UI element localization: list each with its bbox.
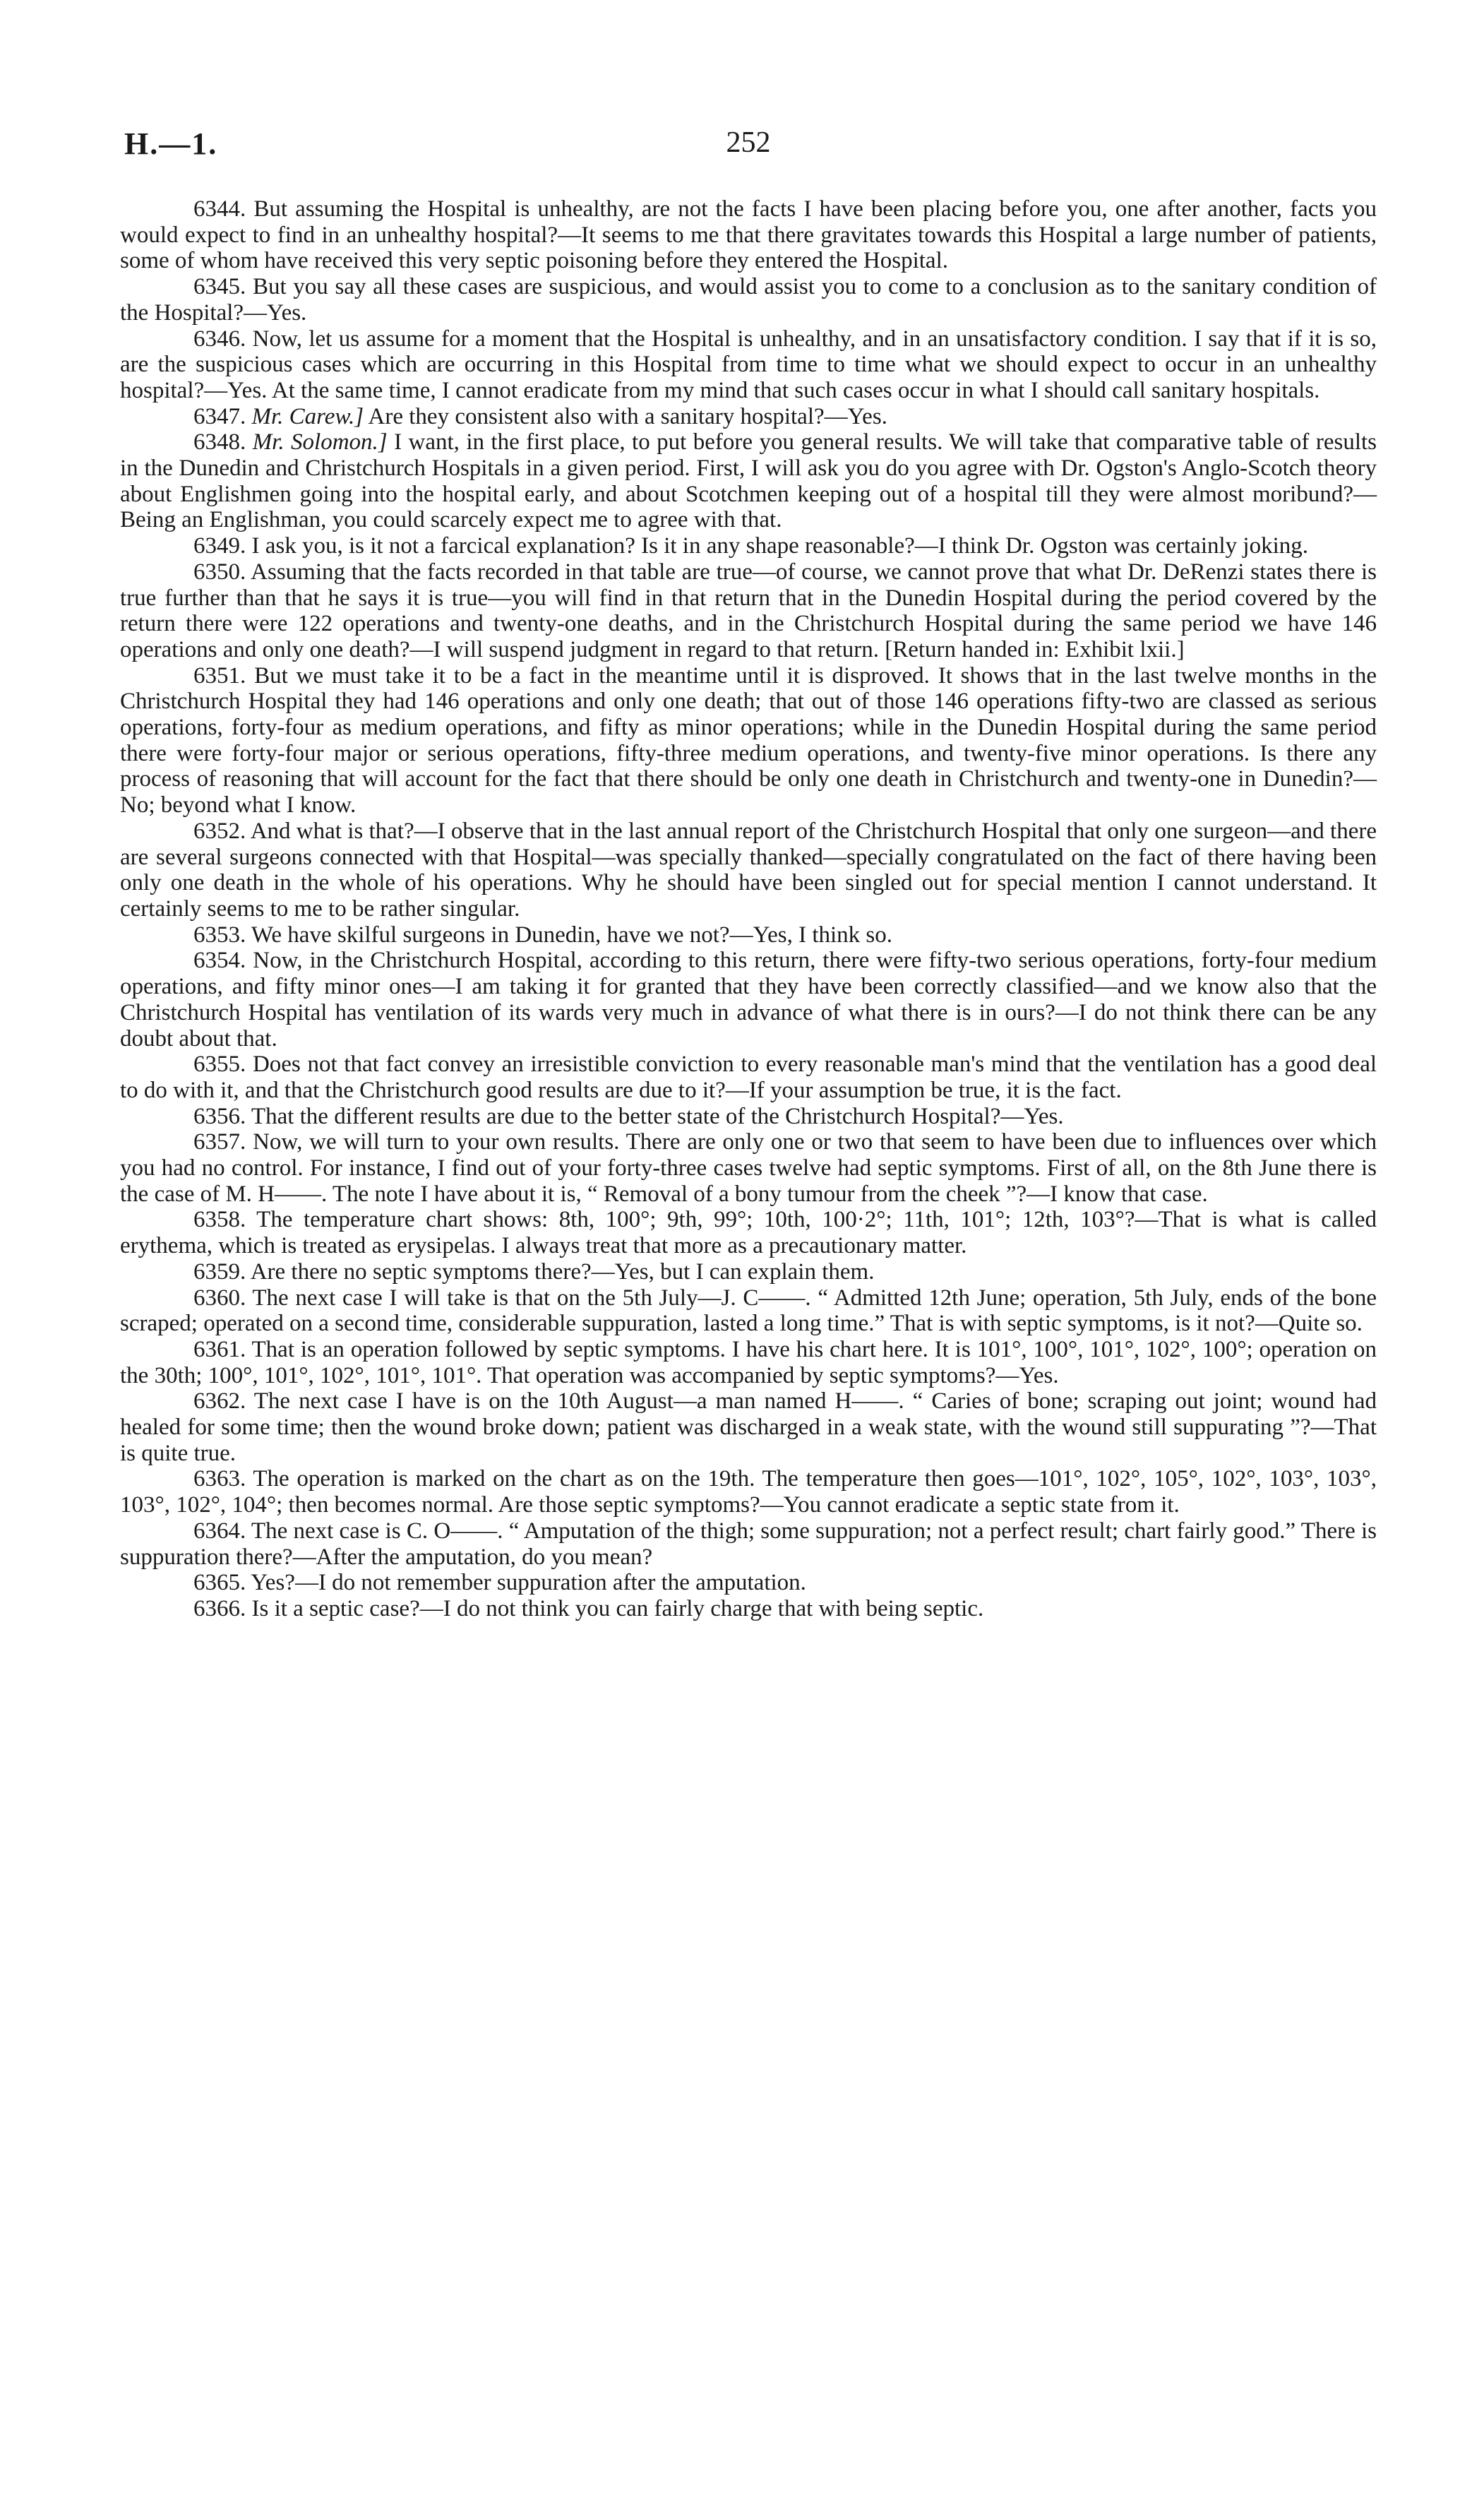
paragraph-text: Does not that fact convey an irresistible conviction to every reasonable man's mind that the ventilation has a good deal to do with it, and that the Christchurch good results are due to it?—If your assumption be true, it is the fact. — [120, 1052, 1377, 1103]
paragraph-text: We have skilful surgeons in Dunedin, have we not?—Yes, I think so. — [251, 922, 893, 948]
testimony-paragraph — [120, 274, 1377, 326]
paragraph-text: The temperature chart shows: 8th, 100°; 9th, 99°; 10th, 100·2°; 11th, 101°; 12th, 103°?—That is what is called erythema, which is treated as erysipelas. I always treat that more as a precautionary matter. — [120, 1207, 1377, 1259]
paragraph-text: That the different results are due to the better state of the Christchurch Hospital?—Yes. — [251, 1103, 1064, 1129]
question-number: 6363. — [193, 1466, 246, 1492]
testimony-paragraph — [120, 1596, 1377, 1622]
question-number: 6348. — [193, 429, 246, 455]
testimony-paragraph — [120, 1466, 1377, 1518]
testimony-paragraph — [120, 1570, 1377, 1596]
paragraph-text: Are they consistent also with a sanitary hospital?—Yes. — [368, 403, 887, 429]
paragraph-text: And what is that?—I observe that in the last annual report of the Christchurch Hospital that only one surgeon—and there are several surgeons connected with that Hospital—was specially thanked—specially congratulated on the fact of there having been only one death in the whole of his operations. Why he should have been singled out for special mention I cannot understand. It certainly seems to me to be rather singular. — [120, 818, 1377, 922]
testimony-paragraph — [120, 326, 1377, 404]
testimony-paragraph — [120, 1259, 1377, 1285]
testimony-paragraph — [120, 533, 1377, 559]
testimony-paragraph — [120, 1518, 1377, 1570]
testimony-paragraph — [120, 1129, 1377, 1207]
document-id: H.—1. — [124, 126, 218, 161]
testimony-paragraph — [120, 1207, 1377, 1258]
question-number: 6366. — [193, 1595, 246, 1621]
question-number: 6354. — [193, 948, 246, 974]
question-number: 6365. — [193, 1570, 246, 1596]
testimony-paragraph — [120, 948, 1377, 1052]
testimony-paragraph — [120, 559, 1377, 663]
testimony-paragraph — [120, 922, 1377, 948]
question-number: 6355. — [193, 1052, 246, 1078]
question-number: 6356. — [193, 1103, 246, 1129]
document-page — [120, 126, 1377, 2456]
question-number: 6361. — [193, 1336, 246, 1362]
speaker-label: Mr. Solomon.] — [252, 429, 388, 455]
speaker-label: Mr. Carew.] — [251, 403, 364, 429]
paragraph-text: Are there no septic symptoms there?—Yes, but I can explain them. — [250, 1258, 875, 1285]
question-number: 6358. — [193, 1207, 246, 1233]
question-number: 6357. — [193, 1129, 246, 1155]
testimony-paragraph — [120, 404, 1377, 430]
question-number: 6359. — [193, 1258, 246, 1285]
question-number: 6351. — [193, 662, 246, 689]
testimony-paragraph — [120, 429, 1377, 533]
paragraph-text: Is it a septic case?—I do not think you can fairly charge that with being septic. — [251, 1595, 984, 1621]
testimony-paragraph — [120, 196, 1377, 274]
question-number: 6345. — [193, 274, 246, 300]
testimony-paragraph — [120, 663, 1377, 818]
question-number: 6352. — [193, 818, 246, 844]
page-header — [120, 126, 1377, 175]
page-number: 252 — [726, 126, 771, 159]
paragraph-text: But you say all these cases are suspicious, and would assist you to come to a conclusion as to the sanitary condition of the Hospital?—Yes. — [120, 274, 1377, 326]
question-number: 6362. — [193, 1388, 246, 1415]
paragraph-text: The next case is C. O——. “ Amputation of the thigh; some suppuration; not a perfect result; chart fairly good.” There is suppuration there?—After the amputation, do you mean? — [120, 1518, 1377, 1570]
paragraph-text: That is an operation followed by septic symptoms. I have his chart here. It is 101°, 100°, 101°, 102°, 100°; operation on the 30th; 100°, 101°, 102°, 101°, 101°. That operation was accompanied by septic symptoms?—Yes. — [120, 1336, 1377, 1388]
question-number: 6344. — [193, 196, 246, 222]
question-number: 6347. — [193, 403, 246, 429]
paragraph-text: The operation is marked on the chart as on the 19th. The temperature then goes—101°, 102°, 105°, 102°, 103°, 103°, 103°, 102°, 104°; then becomes normal. Are those septic symptoms?—You cannot eradicate a septic state from it. — [120, 1466, 1377, 1518]
question-number: 6360. — [193, 1285, 246, 1311]
question-number: 6350. — [193, 559, 246, 585]
testimony-paragraph — [120, 1337, 1377, 1388]
paragraph-text: Assuming that the facts recorded in that table are true—of course, we cannot prove that what Dr. DeRenzi states there is true further than that he says it is true—you will find in that return that in the Dunedin Hospital during the period covered by the return there were 122 operations and twenty-one deaths, and in the Christchurch Hospital during the same period we have 146 operations and only one death?—I will suspend judgment in regard to that return. [Return handed in: Exhibit lxii.] — [120, 559, 1377, 662]
paragraph-text: Now, let us assume for a moment that the Hospital is unhealthy, and in an unsatisfactory condition. I say that if it is so, are the suspicious cases which are occurring in this Hospital from time to time what we should expect to occur in an unhealthy hospital?—Yes. At the same time, I cannot eradicate from my mind that such cases occur in what I should call sanitary hospitals. — [120, 326, 1377, 403]
paragraph-text: But assuming the Hospital is unhealthy, are not the facts I have been placing before you, one after another, facts you would expect to find in an unhealthy hospital?—It seems to me that there gravitates towards this Hospital a large number of patients, some of whom have received this very septic poisoning before they entered the Hospital. — [120, 196, 1377, 274]
paragraph-text: I ask you, is it not a farcical explanation? Is it in any shape reasonable?—I think Dr. Ogston was certainly joking. — [251, 533, 1309, 559]
testimony-paragraph — [120, 1285, 1377, 1337]
paragraph-text: Now, in the Christchurch Hospital, according to this return, there were fifty-two serious operations, forty-four medium operations, and fifty minor ones—I am taking it for granted that they have been correctly classified—and we know also that the Christchurch Hospital has ventilation of its wards very much in advance of what there is in ours?—I do not think there can be any doubt about that. — [120, 948, 1377, 1052]
paragraph-text: Yes?—I do not remember suppuration after the amputation. — [251, 1570, 806, 1596]
testimony-paragraph — [120, 818, 1377, 922]
testimony-paragraph — [120, 1104, 1377, 1130]
question-number: 6353. — [193, 922, 246, 948]
question-number: 6364. — [193, 1518, 246, 1544]
paragraph-text: The next case I will take is that on the 5th July—J. C——. “ Admitted 12th June; operation, 5th July, ends of the bone scraped; operated on a second time, considerable suppuration, lasted a long time.” That is with septic symptoms, is it not?—Quite so. — [120, 1285, 1377, 1337]
paragraph-text: The next case I have is on the 10th August—a man named H——. “ Caries of bone; scraping out joint; wound had healed for some time; then the wound broke down; patient was discharged in a weak state, with the wound still suppurating ”?—That is quite true. — [120, 1388, 1377, 1466]
testimony-body — [120, 196, 1377, 1622]
paragraph-text: Now, we will turn to your own results. There are only one or two that seem to have been due to influences over which you had no control. For instance, I find out of your forty-three cases twelve had septic symptoms. First of all, on the 8th June there is the case of M. H——. The note I have about it is, “ Removal of a bony tumour from the cheek ”?—I know that case. — [120, 1129, 1377, 1207]
testimony-paragraph — [120, 1052, 1377, 1103]
question-number: 6346. — [193, 326, 246, 352]
testimony-paragraph — [120, 1388, 1377, 1466]
paragraph-text: But we must take it to be a fact in the meantime until it is disproved. It shows that in the last twelve months in the Christchurch Hospital they had 146 operations and only one death; that out of those 146 operations fifty-two are classed as serious operations, forty-four as medium operations, and fifty as minor operations; while in the Dunedin Hospital during the same period there were forty-four major or serious operations, fifty-three medium operations, and twenty-five minor operations. Is there any process of reasoning that will account for the fact that there should be only one death in Christchurch and twenty-one in Dunedin?—No; beyond what I know. — [120, 662, 1377, 818]
paragraph-text: I want, in the first place, to put before you general results. We will take that comparative table of results in the Dunedin and Christchurch Hospitals in a given period. First, I will ask you do you agree with Dr. Ogston's Anglo-Scotch theory about Englishmen going into the hospital early, and about Scotchmen keeping out of a hospital till they were almost moribund?—Being an Englishman, you could scarcely expect me to agree with that. — [120, 429, 1377, 533]
question-number: 6349. — [193, 533, 246, 559]
